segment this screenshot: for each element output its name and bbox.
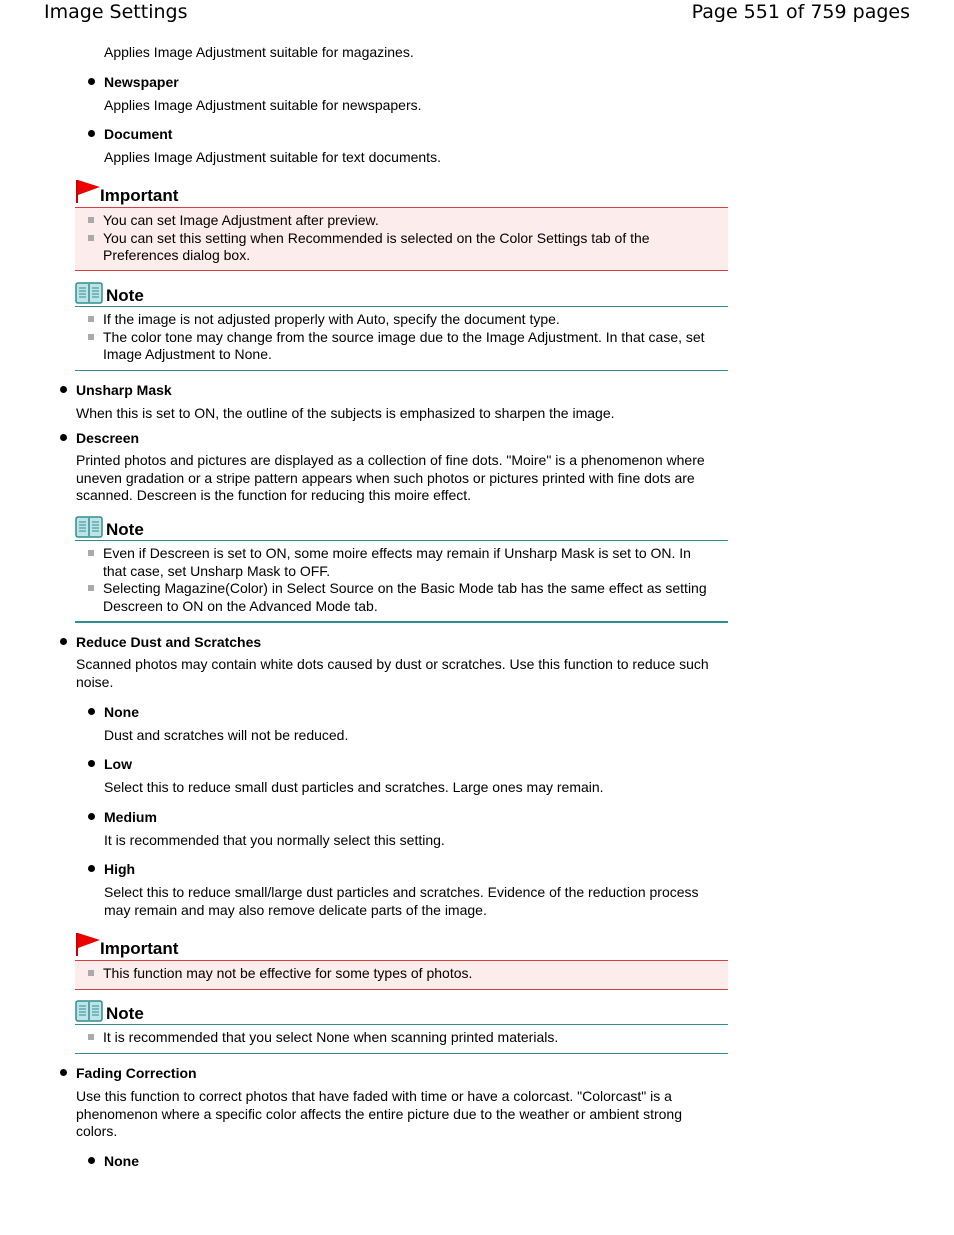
bullet-icon [88,865,95,872]
important-title: Important [100,939,179,958]
bullet-icon [60,1069,67,1076]
list-item: It is recommended that you select None when scanning printed materials. [75,1029,728,1047]
list-item: Even if Descreen is set to ON, some moire effects may remain if Unsharp Mask is set to ON. In that case, set Unsharp Mask to OFF. [75,545,728,580]
option-description: It is recommended that you normally select this setting. [104,832,445,848]
newspaper-description: Applies Image Adjustment suitable for newspapers. [104,97,422,113]
bullet-icon [88,130,95,137]
reduce-dust-label: Reduce Dust and Scratches [76,634,262,650]
list-item: If the image is not adjusted properly with Auto, specify the document type. [75,311,728,329]
book-icon [75,282,103,304]
fading-correction-description: Use this function to correct photos that have faded with time or have a colorcast. "Colorcast" is a phenomenon where a specific color affects the entire picture due to the weather or ambient strong colors. [76,1088,682,1140]
option-description: Select this to reduce small dust particles and scratches. Large ones may remain. [104,779,604,795]
option-label: None [104,1153,139,1169]
bullet-icon [88,813,95,820]
note-box [75,282,728,371]
red-flag-icon [75,931,101,957]
fading-correction-label: Fading Correction [76,1065,197,1081]
square-bullet-icon [88,235,94,241]
bullet-icon [88,1157,95,1164]
book-icon [75,1000,103,1022]
bullet-icon [60,434,67,441]
square-bullet-icon [88,217,94,223]
option-label: Low [104,756,132,772]
option-label: Medium [104,809,157,825]
red-flag-icon [75,178,101,204]
list-item: This function may not be effective for some types of photos. [75,965,728,983]
square-bullet-icon [88,970,94,976]
list-item: You can set Image Adjustment after preview. [75,212,728,230]
option-description: Dust and scratches will not be reduced. [104,727,349,743]
newspaper-label: Newspaper [104,74,179,90]
book-icon [75,516,103,538]
option-label: High [104,861,136,877]
page-number: Page 551 of 759 pages [691,1,910,23]
option-label: None [104,704,139,720]
square-bullet-icon [88,585,94,591]
list-item: Selecting Magazine(Color) in Select Source on the Basic Mode tab has the same effect as setting Descreen to ON on the Advanced Mode tab. [75,580,728,615]
unsharp-mask-label: Unsharp Mask [76,382,172,398]
square-bullet-icon [88,334,94,340]
square-bullet-icon [88,550,94,556]
list-item: You can set this setting when Recommended is selected on the Color Settings tab of the Preferences dialog box. [75,230,728,265]
note-title: Note [106,1004,144,1023]
note-box [75,1000,728,1054]
bullet-icon [60,386,67,393]
square-bullet-icon [88,1034,94,1040]
important-title: Important [100,186,179,205]
note-title: Note [106,520,144,539]
descreen-label: Descreen [76,430,140,446]
note-box [75,516,728,622]
bullet-icon [60,638,67,645]
important-box [75,178,728,271]
document-label: Document [104,126,173,142]
square-bullet-icon [88,316,94,322]
option-description: Select this to reduce small/large dust particles and scratches. Evidence of the reduction process may remain and may also remove delicate parts of the image. [104,884,699,918]
page-title: Image Settings [44,1,188,23]
reduce-dust-description: Scanned photos may contain white dots caused by dust or scratches. Use this function to reduce such noise. [76,656,709,690]
unsharp-mask-description: When this is set to ON, the outline of the subjects is emphasized to sharpen the image. [76,405,615,421]
list-item: The color tone may change from the source image due to the Image Adjustment. In that case, set Image Adjustment to None. [75,329,728,364]
important-box [75,931,728,990]
bullet-icon [88,760,95,767]
bullet-icon [88,708,95,715]
descreen-description: Printed photos and pictures are displayed as a collection of fine dots. "Moire" is a phenomenon where uneven gradation or a stripe pattern appears when such photos or pictures printed with fine dots are scanned. Descreen is the function for reducing this moire effect. [76,452,705,504]
bullet-icon [88,78,95,85]
note-title: Note [106,286,144,305]
magazine-description: Applies Image Adjustment suitable for magazines. [104,44,414,60]
document-description: Applies Image Adjustment suitable for text documents. [104,149,441,165]
